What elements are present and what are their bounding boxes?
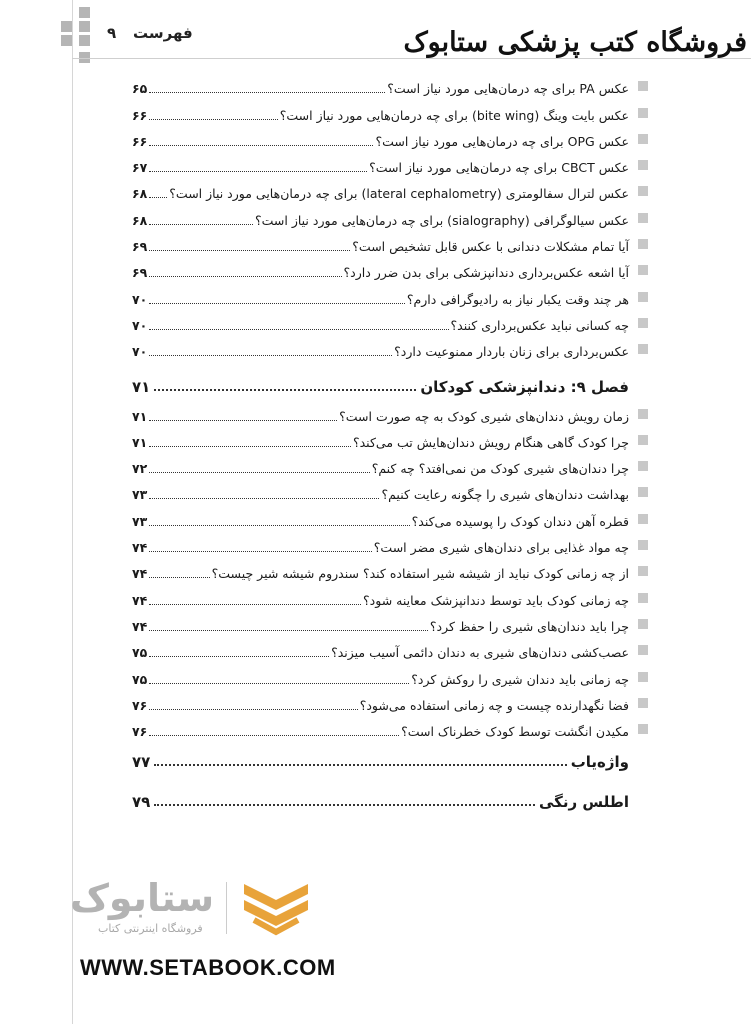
toc-entry[interactable]: فضا نگهدارنده چیست و چه زمانی استفاده می‌شود؟ ۷۶ xyxy=(132,689,629,715)
square-bullet-icon xyxy=(638,344,648,354)
site-title: فروشگاه کتب پزشکی ستابوک xyxy=(403,27,747,58)
toc-entry[interactable]: چرا باید دندان‌های شیری را حفظ کرد؟ ۷۴ xyxy=(132,610,629,636)
square-bullet-icon xyxy=(638,645,648,655)
toc-entry[interactable]: عکس OPG برای چه درمان‌هایی مورد نیاز است؟ ۶۶ xyxy=(132,125,629,151)
square-bullet-icon xyxy=(638,134,648,144)
square-bullet-icon xyxy=(638,81,648,91)
toc-entry[interactable]: چرا کودک گاهی هنگام رویش دندان‌هایش تب می‌کند؟ ۷۱ xyxy=(132,426,629,452)
square-bullet-icon xyxy=(638,487,648,497)
section-label: فهرست xyxy=(133,24,193,42)
square-bullet-icon xyxy=(638,409,648,419)
square-bullet-icon xyxy=(638,724,648,734)
square-bullet-icon xyxy=(638,698,648,708)
toc-entry[interactable]: قطره آهن دندان کودک را پوسیده می‌کند؟ ۷۳ xyxy=(132,504,629,530)
page-header xyxy=(0,0,751,60)
toc-entry[interactable]: بهداشت دندان‌های شیری را چگونه رعایت کنیم؟ ۷۳ xyxy=(132,478,629,504)
toc-entry[interactable]: مکیدن انگشت توسط کودک خطرناک است؟ ۷۶ xyxy=(132,715,629,741)
square-bullet-icon xyxy=(638,265,648,275)
toc-entry[interactable]: آیا اشعه عکس‌برداری دندانپزشکی برای بدن ضرر دارد؟ ۶۹ xyxy=(132,256,629,282)
toc-entry[interactable]: عکس سیالوگرافی (sialography) برای چه درمان‌هایی مورد نیاز است؟ ۶۸ xyxy=(132,203,629,229)
square-bullet-icon xyxy=(638,593,648,603)
book-mark-icon xyxy=(238,880,314,936)
square-bullet-icon xyxy=(638,108,648,118)
square-bullet-icon xyxy=(638,540,648,550)
toc-entry[interactable]: چه مواد غذایی برای دندان‌های شیری مضر است؟ ۷۴ xyxy=(132,531,629,557)
margin-rule xyxy=(72,0,73,1024)
toc-entry[interactable]: عکس CBCT برای چه درمان‌هایی مورد نیاز است؟ ۶۷ xyxy=(132,151,629,177)
header-divider xyxy=(72,58,751,59)
square-bullet-icon xyxy=(638,318,648,328)
logo-divider xyxy=(226,882,227,934)
square-bullet-icon xyxy=(638,566,648,576)
square-bullet-icon xyxy=(638,461,648,471)
toc-entry[interactable]: عکس بایت وینگ (bite wing) برای چه درمان‌هایی مورد نیاز است؟ ۶۶ xyxy=(132,98,629,124)
square-bullet-icon xyxy=(638,213,648,223)
website-url[interactable]: WWW.SETABOOK.COM xyxy=(80,955,336,980)
toc-entry[interactable]: چه زمانی باید دندان شیری را روکش کرد؟ ۷۵ xyxy=(132,662,629,688)
square-bullet-icon xyxy=(638,672,648,682)
toc-entry[interactable]: زمان رویش دندان‌های شیری کودک به چه صورت است؟ ۷۱ xyxy=(132,399,629,425)
toc-entry[interactable]: عکس‌برداری برای زنان باردار ممنوعیت دارد؟ ۷۰ xyxy=(132,335,629,361)
glossary-entry[interactable]: واژه‌یاب ۷۷ xyxy=(132,753,629,771)
atlas-entry[interactable]: اطلس رنگی ۷۹ xyxy=(132,793,629,811)
toc-entry[interactable]: چه زمانی کودک باید توسط دندانپزشک معاینه شود؟ ۷۴ xyxy=(132,583,629,609)
square-bullet-icon xyxy=(638,160,648,170)
square-bullet-icon xyxy=(638,292,648,302)
toc-entry[interactable]: عکس PA برای چه درمان‌هایی مورد نیاز است؟ ۶۵ xyxy=(132,72,629,98)
toc-entry[interactable]: از چه زمانی کودک نباید از شیشه شیر استفاده کند؟ سندروم شیشه شیر چیست؟ ۷۴ xyxy=(132,557,629,583)
square-bullet-icon xyxy=(638,239,648,249)
brand-tagline: فروشگاه اینترنتی کتاب xyxy=(98,922,203,935)
chapter-heading[interactable]: فصل ۹: دندانپزشکی کودکان ۷۱ xyxy=(132,378,629,397)
toc-entry[interactable]: عصب‌کشی دندان‌های شیری به دندان دائمی آسیب میزند؟ ۷۵ xyxy=(132,636,629,662)
toc-entry[interactable]: آیا تمام مشکلات دندانی با عکس قابل تشخیص است؟ ۶۹ xyxy=(132,230,629,256)
toc-entry[interactable]: چه کسانی نباید عکس‌برداری کنند؟ ۷۰ xyxy=(132,309,629,335)
toc-entry[interactable]: هر چند وقت یکبار نیاز به رادیوگرافی دارم؟ ۷۰ xyxy=(132,282,629,308)
brand-wordmark: ستابوک xyxy=(70,876,215,920)
square-bullet-icon xyxy=(638,619,648,629)
square-bullet-icon xyxy=(638,186,648,196)
page-number: ۹ xyxy=(107,24,117,42)
square-bullet-icon xyxy=(638,514,648,524)
toc-entry[interactable]: عکس لترال سفالومتری (lateral cephalometry) برای چه درمان‌هایی مورد نیاز است؟ ۶۸ xyxy=(132,177,629,203)
toc-entry[interactable]: چرا دندان‌های شیری کودک من نمی‌افتد؟ چه کنم؟ ۷۲ xyxy=(132,452,629,478)
square-bullet-icon xyxy=(638,435,648,445)
table-of-contents xyxy=(132,72,629,741)
